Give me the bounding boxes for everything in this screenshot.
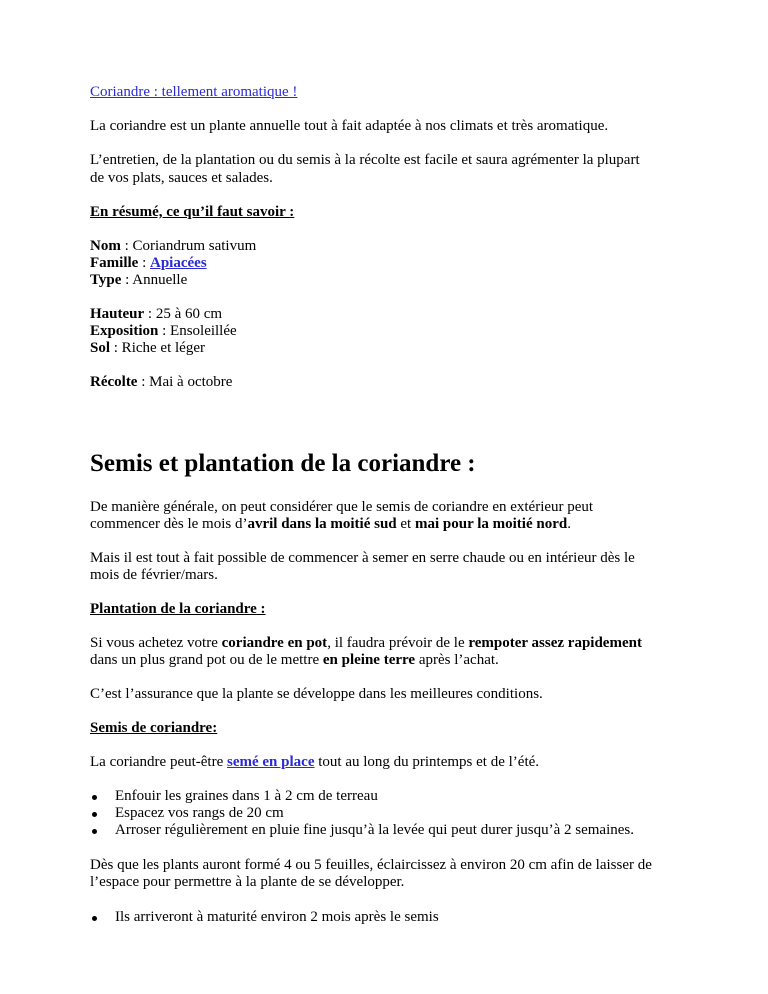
seme-en-place-link[interactable]: semé en place xyxy=(227,754,315,770)
fact-nom-value: : Coriandrum sativum xyxy=(120,238,257,254)
bullet-icon xyxy=(92,916,97,921)
semis-intro-c: tout au long du printemps et de l’été. xyxy=(314,754,540,770)
pot-bold-d: rempoter assez rapidement xyxy=(468,635,642,651)
fact-type xyxy=(90,272,187,289)
general-avril: avril dans la moitié sud xyxy=(247,516,397,532)
bullet-icon xyxy=(92,829,97,834)
resume-heading-text: En résumé, ce qu’il faut savoir : xyxy=(90,204,295,220)
title-link-paragraph xyxy=(90,84,297,101)
intro-paragraph: La coriandre est un plante annuelle tout à fait adaptée à nos climats et très aromatique. xyxy=(90,118,609,134)
plants-line-2: l’espace pour permettre à la plante de se développer. xyxy=(90,874,405,890)
general-mai: mai pour la moitié nord xyxy=(414,516,568,532)
pot-bold-f: en pleine terre xyxy=(322,652,416,668)
serre-line-2: mois de février/mars. xyxy=(90,567,218,583)
fact-sol xyxy=(90,340,205,357)
assurance-paragraph: C’est l’assurance que la plante se développe dans les meilleures conditions. xyxy=(90,686,543,702)
fact-hauteur xyxy=(90,306,222,323)
fact-sol-value: : Riche et léger xyxy=(110,340,205,356)
section-title: Semis et plantation de la coriandre : xyxy=(90,450,476,477)
famille-link[interactable]: Apiacées xyxy=(150,255,207,271)
list-item-text: Ils arriveront à maturité environ 2 mois après le semis xyxy=(115,909,439,925)
list-item-text: Arroser régulièrement en pluie fine jusqu’à la levée qui peut durer jusqu’à 2 semaines. xyxy=(115,822,634,838)
list-item-text: Espacez vos rangs de 20 cm xyxy=(115,805,284,821)
fact-recolte xyxy=(90,374,232,391)
general-text-a: commencer dès le mois d’ xyxy=(90,516,248,532)
fact-exposition-label: Exposition xyxy=(90,323,159,339)
list-item xyxy=(115,822,634,839)
pot-line-2 xyxy=(90,652,499,669)
list-item xyxy=(115,805,284,822)
pot-text-g: après l’achat. xyxy=(415,652,499,668)
serre-line-1: Mais il est tout à fait possible de commencer à semer en serre chaude ou en intérieur dès le xyxy=(90,550,635,566)
bullet-icon xyxy=(92,795,97,800)
fact-nom-label: Nom xyxy=(90,238,121,254)
entretien-line-2: de vos plats, sauces et salades. xyxy=(90,170,273,186)
semis-intro-a: La coriandre peut-être xyxy=(90,754,227,770)
fact-famille xyxy=(90,255,207,272)
plants-line-1: Dès que les plants auront formé 4 ou 5 feuilles, éclaircissez à environ 20 cm afin de laisser de xyxy=(90,857,652,873)
semis-intro xyxy=(90,754,539,771)
bullet-icon xyxy=(92,812,97,817)
semis-heading xyxy=(90,720,217,737)
general-line-2 xyxy=(90,516,571,533)
semis-heading-text: Semis de coriandre: xyxy=(90,720,218,736)
fact-famille-sep: : xyxy=(138,255,150,271)
fact-recolte-label: Récolte xyxy=(90,374,138,390)
fact-hauteur-label: Hauteur xyxy=(90,306,145,322)
pot-text-e: dans un plus grand pot ou de le mettre xyxy=(90,652,323,668)
fact-type-label: Type xyxy=(90,272,122,288)
general-line-1: De manière générale, on peut considérer que le semis de coriandre en extérieur peut xyxy=(90,499,594,515)
fact-sol-label: Sol xyxy=(90,340,111,356)
general-text-e: . xyxy=(567,516,571,532)
fact-recolte-value: : Mai à octobre xyxy=(137,374,233,390)
article-title-link[interactable]: Coriandre : tellement aromatique ! xyxy=(90,84,298,100)
list-item xyxy=(115,909,439,926)
list-item-text: Enfouir les graines dans 1 à 2 cm de terreau xyxy=(115,788,378,804)
pot-text-c: , il faudra prévoir de le xyxy=(327,635,469,651)
plantation-heading-text: Plantation de la coriandre : xyxy=(90,601,266,617)
list-item xyxy=(115,788,378,805)
fact-exposition-value: : Ensoleillée xyxy=(158,323,237,339)
fact-hauteur-value: : 25 à 60 cm xyxy=(144,306,223,322)
resume-heading xyxy=(90,204,294,221)
pot-bold-b: coriandre en pot xyxy=(221,635,328,651)
pot-text-a: Si vous achetez votre xyxy=(90,635,222,651)
fact-exposition xyxy=(90,323,237,340)
general-text-c: et xyxy=(396,516,415,532)
fact-nom xyxy=(90,238,256,255)
plantation-heading xyxy=(90,601,266,618)
fact-famille-label: Famille xyxy=(90,255,139,271)
pot-line-1 xyxy=(90,635,642,652)
entretien-line-1: L’entretien, de la plantation ou du semis à la récolte est facile et saura agrémenter la plupart xyxy=(90,152,640,168)
fact-type-value: : Annuelle xyxy=(121,272,188,288)
